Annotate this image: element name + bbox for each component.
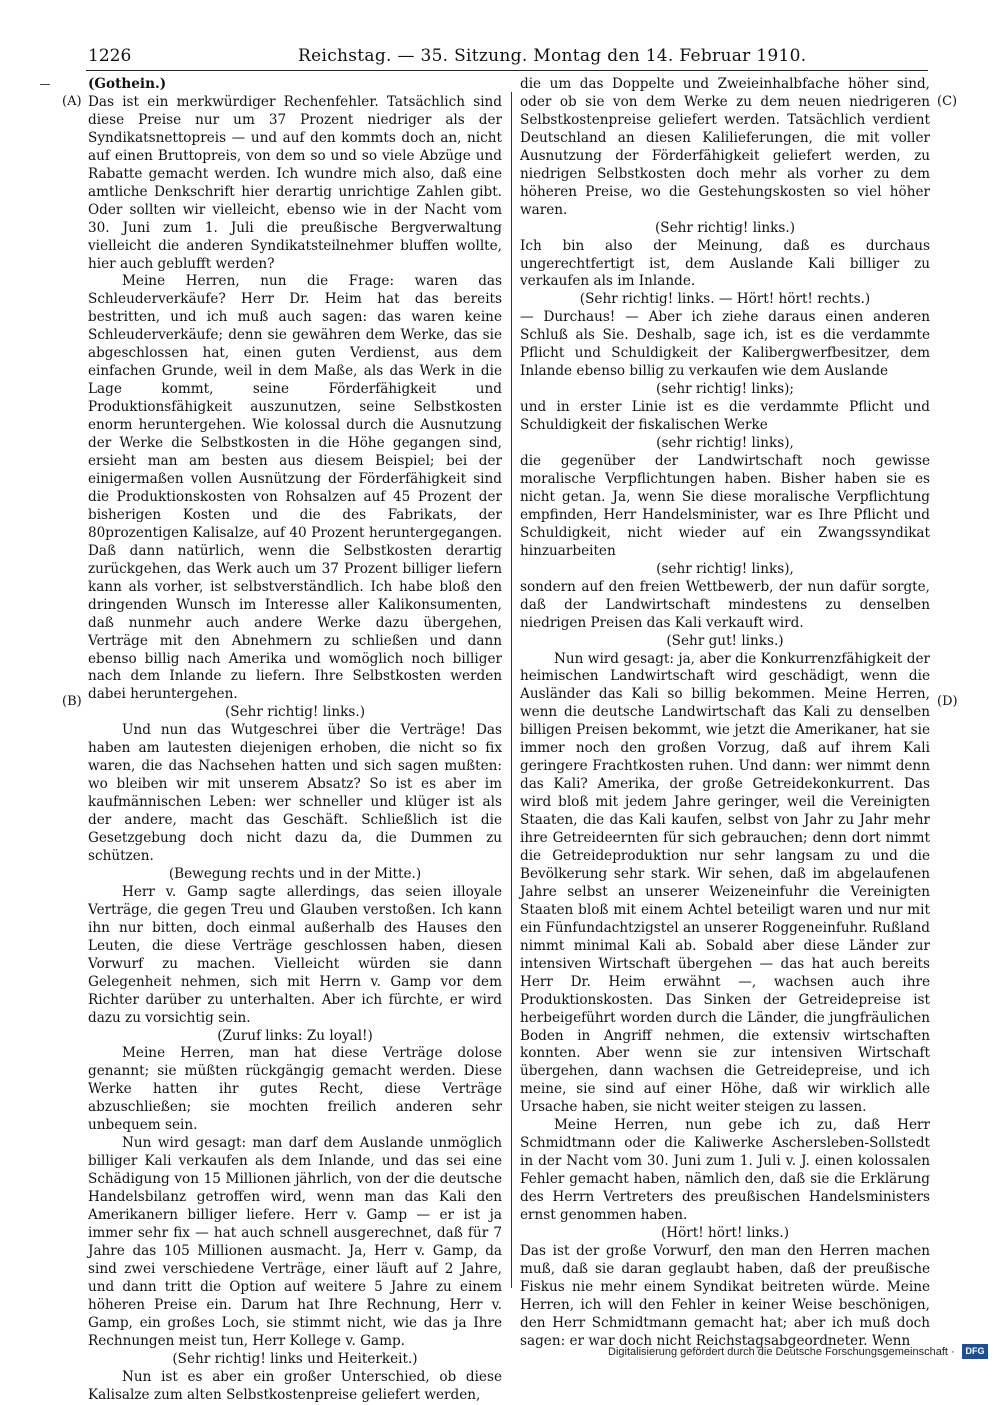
digitization-credit: Digitalisierung gefördert durch die Deutsche Forschungsgemeinschaft · xyxy=(608,1346,955,1358)
interjection: (Sehr richtig! links.) xyxy=(654,219,796,236)
margin-mark-b: (B) xyxy=(62,694,82,709)
interjection: (sehr richtig! links); xyxy=(656,381,794,398)
paragraph: sondern auf den freien Wettbewerb, der nun dafür sorgte, daß der Landwirtschaft mindestens zu denselben niedrigen Preisen das Kali verkauft wird. xyxy=(520,578,930,631)
interjection: (Bewegung rechts und in der Mitte.) xyxy=(168,865,422,882)
page-number: 1226 xyxy=(88,46,132,66)
margin-mark-a: (A) xyxy=(62,94,82,109)
paragraph: Nun ist es aber ein großer Unterschied, ob diese Kalisalze zum alten Selbstkostenpreise geliefert werden, xyxy=(88,1368,502,1403)
paragraph: die um das Doppelte und Zweieinhalbfache höher sind, oder ob sie von dem Werke zu dem neuen niedrigeren Selbstkostenpreise geliefert werden. Tatsächlich verdient Deutschland an diesen Kalilieferungen, die mit voller Ausnutzung der Förderfähigkeit geliefert werden, zu niedrigen Selbstkosten doch mehr als vorher zu dem höheren Preise, wo die Gestehungskosten so viel höher waren. xyxy=(520,76,930,218)
interjection: (Sehr richtig! links und Heiterkeit.) xyxy=(172,1350,418,1367)
paragraph: Meine Herren, man hat diese Verträge dolose genannt; sie müßten rückgängig gemacht werden. Diese Werke hatten ihr gutes Recht, diese Verträge abzuschließen; sie mochten freilich anderen sehr unbequem sein. xyxy=(88,1045,502,1134)
paragraph: Das ist ein merkwürdiger Rechenfehler. Tatsächlich sind diese Preise nur um 37 Prozent niedriger als der Syndikatsnettopreis — und auf den kommts doch an, nicht auf einen Bruttopreis, von dem so und so viele Abzüge und Rabatte gemacht werden. Ich wundre mich also, daß eine amtliche Denkschrift hier derartig unrichtige Zahlen gibt. Oder sollten wir vielleicht, ebenso wie in der Nacht vom 30. Juni zum 1. Juli die preußische Bergverwaltung vielleicht die anderen Syndikatsteilnehmer bluffen wollte, hier auch geblufft werden? xyxy=(88,93,502,272)
paragraph: — Durchaus! — Aber ich ziehe daraus einen anderen Schluß als Sie. Deshalb, sage ich, ist es die verdammte Pflicht und Schuldigkeit der Kalibergwerfbesitzer, dem Inlande ebenso billig zu verkaufen wie dem Auslande xyxy=(520,309,930,380)
interjection: (Sehr richtig! links.) xyxy=(224,704,366,721)
left-column xyxy=(88,76,502,1405)
right-column xyxy=(520,76,930,1351)
page-title: Reichstag. — 35. Sitzung. Montag den 14. Februar 1910. xyxy=(298,46,807,66)
speaker-label: (Gothein.) xyxy=(88,76,167,92)
header-rule xyxy=(86,70,928,71)
paragraph: Meine Herren, nun gebe ich zu, daß Herr Schmidtmann oder die Kaliwerke Aschersleben-Sollstedt in der Nacht vom 30. Juni zum 1. Juli v. J. einen kolossalen Fehler gemacht haben, nämlich den, daß sie die Erklärung des Herrn Vertreters des preußischen Handelsministers ernst genommen haben. xyxy=(520,1117,930,1224)
paragraph: Und nun das Wutgeschrei über die Verträge! Das haben am lautesten diejenigen erhoben, die nicht so fix waren, die das Nachsehen hatten und sich sagen mußten: wo bleiben wir mit unserem Absatz? So ist es aber im kaufmännischen Leben: wer schneller und klüger ist als der andere, macht das Geschäft. Schließlich ist die Gesetzgebung doch nicht dazu da, die Dummen zu schützen. xyxy=(88,722,502,864)
interjection: (Zuruf links: Zu loyal!) xyxy=(217,1027,373,1044)
paragraph: Nun wird gesagt: ja, aber die Konkurrenzfähigkeit der heimischen Landwirtschaft wird geschädigt, wenn die Ausländer das Kali so billig bekommen. Meine Herren, wenn die deutsche Landwirtschaft das Kali zu denselben billigen Preisen bekommt, wie jetzt die Amerikaner, hat sie immer noch den großen Vorzug, daß auf ihrem Kali geringere Frachtkosten ruhen. Und dann: wer nimmt denn das Kali? Amerika, der große Getreidekonkurrent. Das wird bloß mit jedem Jahre geringer, weil die Vereinigten Staaten, die das Kali kaufen, selbst von Jahr zu Jahr mehr ihre Getreideernten für sich gebrauchen; denn dort nimmt die Getreideproduktion nur sehr langsam zu und die Bevölkerung sehr stark. Wir sehen, daß im abgelaufenen Jahre selbst an unserer Weizeneinfuhr die Vereinigten Staaten bloß mit einem Achtel beteiligt waren und nur mit ein Fünfundachtzigstel an unserer Roggeneinfuhr. Rußland nimmt minimal Kali ab. Sobald aber diese Länder zur intensiven Wirtschaft übergehen — das hat auch bereits Herr Dr. Heim erwähnt —, wachsen auch ihre Produktionskosten. Das Sinken der Getreidepreise ist herbeigeführt worden durch die Länder, die jungfräulichen Boden in Angriff nehmen, die extensiv wirtschaften konnten. Aber wenn sie zur intensiven Wirtschaft übergehen, dann wachsen die Getreidepreise, und ich meine, sie sind auf einer Höhe, daß wir wirklich alle Ursache haben, sie nicht weiter steigen zu lassen. xyxy=(520,650,930,1116)
interjection: (Sehr richtig! links. — Hört! hört! rechts.) xyxy=(579,291,871,308)
paragraph: Das ist der große Vorwurf, den man den Herren machen muß, daß sie daran geglaubt haben, daß der preußische Fiskus nie mehr einem Syndikat beitreten würde. Meine Herren, ich will den Fehler in keiner Weise beschönigen, den Herr Schmidtmann gemacht hat; aber ich muß doch sagen: er war doch nicht Reichstagsabgeordneter. Wenn xyxy=(520,1242,930,1349)
interjection: (sehr richtig! links), xyxy=(656,435,794,452)
interjection: (sehr richtig! links), xyxy=(656,560,794,577)
paragraph: Nun wird gesagt: man darf dem Auslande unmöglich billiger Kali verkaufen als dem Inlande, und das sei eine Schädigung von 15 Millionen jährlich, von der die deutsche Handelsbilanz getroffen wird, wenn man das Kali den Amerikanern billiger liefere. Herr v. Gamp — er ist ja immer sehr fix — hat auch schnell ausgerechnet, daß für 7 Jahre das 105 Millionen ausmacht. Ja, Herr v. Gamp, da sind zwei verschiedene Verträge, einer läuft auf 2 Jahre, und dann tritt die Option auf weitere 5 Jahre zu einem höheren Preise ein. Darum hat Ihre Rechnung, Herr v. Gamp, ein großes Loch, sie stimmt nicht, wie das ja Ihre Rechnungen meist tun, Herr Kollege v. Gamp. xyxy=(88,1135,502,1349)
paragraph: Meine Herren, nun die Frage: waren das Schleuderverkäufe? Herr Dr. Heim hat das bereits bestritten, und ich muß auch sagen: das waren keine Schleuderverkäufe; denn sie gewähren dem Werke, das sie abgeschlossen hat, einen guten Verdienst, aus dem einfachen Grunde, weil in dem Maße, als das Werk in die Lage kommt, seine Förderfähigkeit und Produktionsfähigkeit auszunutzen, seine Selbstkosten enorm heruntergehen. Wie kolossal durch die Ausnutzung der Werke die Selbstkosten in die Höhe gegangen sind, ersieht man am besten aus diesem Beispiel; bei der einigermaßen vollen Ausnützung der Förderfähigkeit sind die Produktionskosten von Rohsalzen auf 45 Prozent der bisherigen Kosten und die des Fabrikats, der 80prozentigen Kalisalze, auf 40 Prozent heruntergegangen. Daß dann natürlich, wenn die Selbstkosten derartig zurückgehen, das Werk auch um 37 Prozent billiger liefern kann als vorher, ist selbstverständlich. Ich habe bloß den dringenden Wunsch im Interesse aller Kalikonsumenten, daß nunmehr auch andere Werke dazu übergehen, Verträge mit den Abnehmern zu schließen und dann ebenso billig nach Amerika und womöglich noch billiger nach dem Inlande zu liefern. Ihre Selbstkosten werden dabei heruntergehen. xyxy=(88,273,502,703)
margin-mark-d: (D) xyxy=(937,694,958,709)
paragraph: Herr v. Gamp sagte allerdings, das seien illoyale Verträge, die gegen Treu und Glauben verstoßen. Ich kann ihn nur bitten, doch einmal außerhalb des Hauses den Leuten, die diese Verträge geschlossen haben, diesen Vorwurf zu machen. Vielleicht würden sie dann Gelegenheit nehmen, sich mit Herrn v. Gamp vor dem Richter darüber zu unterhalten. Aber ich fürchte, er wird dazu zu vorsichtig sein. xyxy=(88,883,502,1026)
paragraph: die gegenüber der Landwirtschaft noch gewisse moralische Verpflichtungen haben. Bisher haben sie es nicht getan. Ja, wenn Sie diese moralische Verpflichtung empfinden, Herr Handelsminister, war es Ihre Pflicht und Schuldigkeit, nicht wieder auf ein Zwangssyndikat hinzuarbeiten xyxy=(520,453,930,559)
interjection: (Sehr gut! links.) xyxy=(666,632,784,649)
margin-mark-c: (C) xyxy=(937,94,958,109)
page-header xyxy=(88,46,926,68)
paragraph: und in erster Linie ist es die verdammte Pflicht und Schuldigkeit der fiskalischen Werke xyxy=(520,399,930,434)
dfg-logo: DFG xyxy=(962,1344,988,1359)
paragraph: Ich bin also der Meinung, daß es durchaus ungerechtfertigt ist, dem Auslande Kali billiger zu verkaufen als im Inlande. xyxy=(520,237,930,290)
column-divider xyxy=(511,92,512,1288)
margin-dash xyxy=(40,84,50,85)
interjection: (Hört! hört! links.) xyxy=(660,1225,790,1241)
